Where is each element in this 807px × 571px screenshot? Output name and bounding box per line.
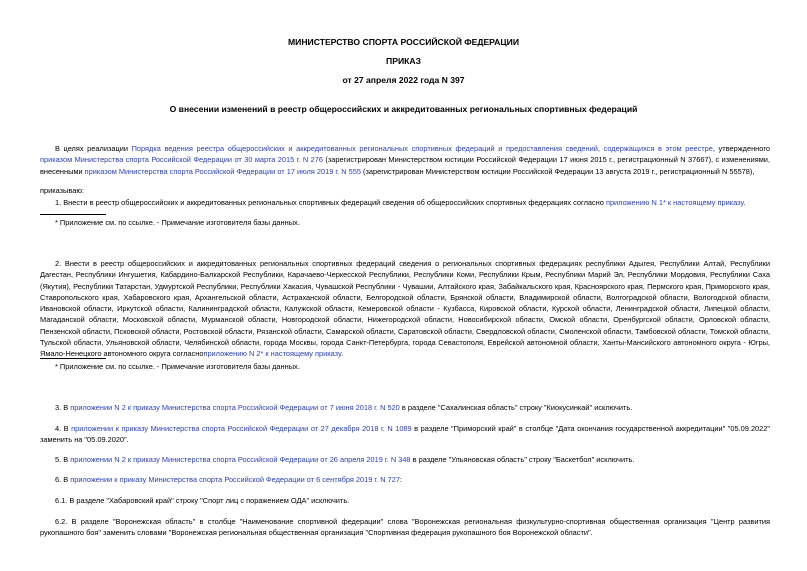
order-520-link[interactable]: приложении N 2 к приказу Министерства спорта Российской Федерации от 7 июня 2018 г. N 520 <box>70 403 400 412</box>
item-1-text: 1. Внести в реестр общероссийских и аккредитованных региональных спортивных федераций сведения об общероссийских спортивных федерациях согласно <box>55 198 606 207</box>
order-1089-link[interactable]: приложении к приказу Министерства спорта Российской Федерации от 27 декабря 2018 г. N 1089 <box>71 424 412 433</box>
footnote-1: * Приложение см. по ссылке. - Примечание изготовителя базы данных. <box>55 218 300 227</box>
item-3-pre: 3. В <box>55 403 71 412</box>
order-727-link[interactable]: приложении к приказу Министерства спорта Российской Федерации от 6 сентября 2019 г. N 727 <box>70 475 401 484</box>
item-2-text: 2. Внести в реестр общероссийских и аккредитованных региональных спортивных федераций сведения о региональных спортивных федерациях республики Адыгея, Республики Алтай, Республики Дагестан, Республики Ингушетия, Кабардино-Балкарской Республики, Карачаево-Черкесской Республики, Республики Коми, Республики Крым, Республики Марий Эл, Республики Мордовия, Республики Саха (Якутия), Республики Татарстан, Удмуртской Республики, Республики Хакасия, Чувашской Республики - Чувашии, Алтайского края, Забайкальского края, Красноярского края, Пермского края, Приморского края, Ставропольского края, Хабаровского края, Архангельской области, Астраханской области, Белгородской области, Брянской области, Владимирской области, Волгоградской области, Вологодской области, Ивановской области, Иркутской области, Калининградской области, Калужской области, Кемеровской области - Кузбасса, Кировской области, Курской области, Ленинградской области, Липецкой области, Магаданской области, Московской области, Мурманской области, Новгородской области, Нижегородской области, Новосибирской области, Омской области, Оренбургской области, Орловской области, Пензенской области, Псковской области, Ростовской области, Рязанской области, Самарской области, Саратовской области, Свердловской области, Смоленской области, Тамбовской области, Томской области, Тульской области, Ульяновской области, Челябинской области, города Москвы, города Санкт-Петербурга, города Севастополя, Еврейской автономной области, Ханты-Мансийского автономного округа - Югры, Ямало-Ненецкого автономного округа согласно <box>40 259 770 359</box>
footnote-2: * Приложение см. по ссылке. - Примечание изготовителя базы данных. <box>55 362 300 371</box>
item-2-end: . <box>340 349 343 359</box>
preamble-text-4: (зарегистрирован Министерством юстиции Российской Федерации 13 августа 2019 г., регистрационный N 55578), <box>360 166 755 176</box>
item-3-post: в разделе "Сахалинская область" строку "Киокусинкай" исключить. <box>399 403 633 412</box>
item-3-paragraph <box>40 402 770 413</box>
item-5-paragraph <box>40 454 770 465</box>
appendix-2-link[interactable]: приложению N 2* к настоящему приказу <box>203 349 341 359</box>
item-5-post: в разделе "Ульяновская область" строку "Баскетбол" исключить. <box>410 455 635 464</box>
item-6-1-paragraph: 6.1. В разделе "Хабаровский край" строку "Спорт лиц с поражением ОДА" исключить. <box>55 496 350 505</box>
order-555-link[interactable]: приказом Министерства спорта Российской Федерации от 17 июля 2019 г. N 555 <box>84 166 361 176</box>
item-6-pre: 6. В <box>55 475 71 484</box>
footnote-divider-2 <box>40 358 106 359</box>
item-2-paragraph <box>40 258 770 360</box>
footnote-divider-1 <box>40 214 106 215</box>
order-276-link[interactable]: приказом Министерства спорта Российской Федерации от 30 марта 2015 г. N 276 <box>40 155 324 165</box>
order-348-link[interactable]: приложении N 2 к приказу Министерства спорта Российской Федерации от 26 апреля 2019 г. N 348 <box>70 455 411 464</box>
preamble-text-3: (зарегистрирован Министерством юстиции Российской Федерации 17 июня 2015 г., регистрационный N 37667), с изменениями, внесенными <box>40 155 770 176</box>
registry-procedure-link[interactable]: Порядка ведения реестра общероссийских и аккредитованных региональных спортивных федераций и предоставления сведений, содержащихся в этом реестре <box>131 144 713 153</box>
item-6-2-paragraph: 6.2. В разделе "Воронежская область" в столбце "Наименование спортивной федерации" слова "Воронежская региональная физкультурно-спортивная общественная организация "Центр развития рукопашного боя" заменить словами "Воронежская региональная общественная организация "Спортивная федерация рукопашного боя Воронежской области". <box>40 517 770 538</box>
appendix-1-link[interactable]: приложению N 1* к настоящему приказу <box>605 198 744 207</box>
item-1-end: . <box>743 198 746 207</box>
item-6-paragraph <box>40 474 770 485</box>
preamble-paragraph <box>40 143 770 177</box>
ministry-heading: МИНИСТЕРСТВО СПОРТА РОССИЙСКОЙ ФЕДЕРАЦИИ <box>287 37 519 47</box>
item-4-paragraph <box>40 423 770 446</box>
item-4-pre: 4. В <box>55 424 72 433</box>
doc-title: О внесении изменений в реестр общероссийских и аккредитованных региональных спортивных федераций <box>169 104 638 114</box>
preamble-text-2: , утвержденного <box>712 144 770 153</box>
item-1-paragraph <box>40 197 770 208</box>
item-5-pre: 5. В <box>55 455 71 464</box>
item-4-post: в разделе "Приморский край" в столбце "Дата окончания государственной аккредитации" "05.09.2022" заменить на "05.09.2020". <box>40 424 771 445</box>
preamble-text-1: В целях реализации <box>55 144 132 153</box>
order-word: приказываю: <box>40 186 84 195</box>
doc-date-heading: от 27 апреля 2022 года N 397 <box>342 75 465 85</box>
doc-type-heading: ПРИКАЗ <box>386 56 421 66</box>
item-6-post: : <box>400 475 403 484</box>
